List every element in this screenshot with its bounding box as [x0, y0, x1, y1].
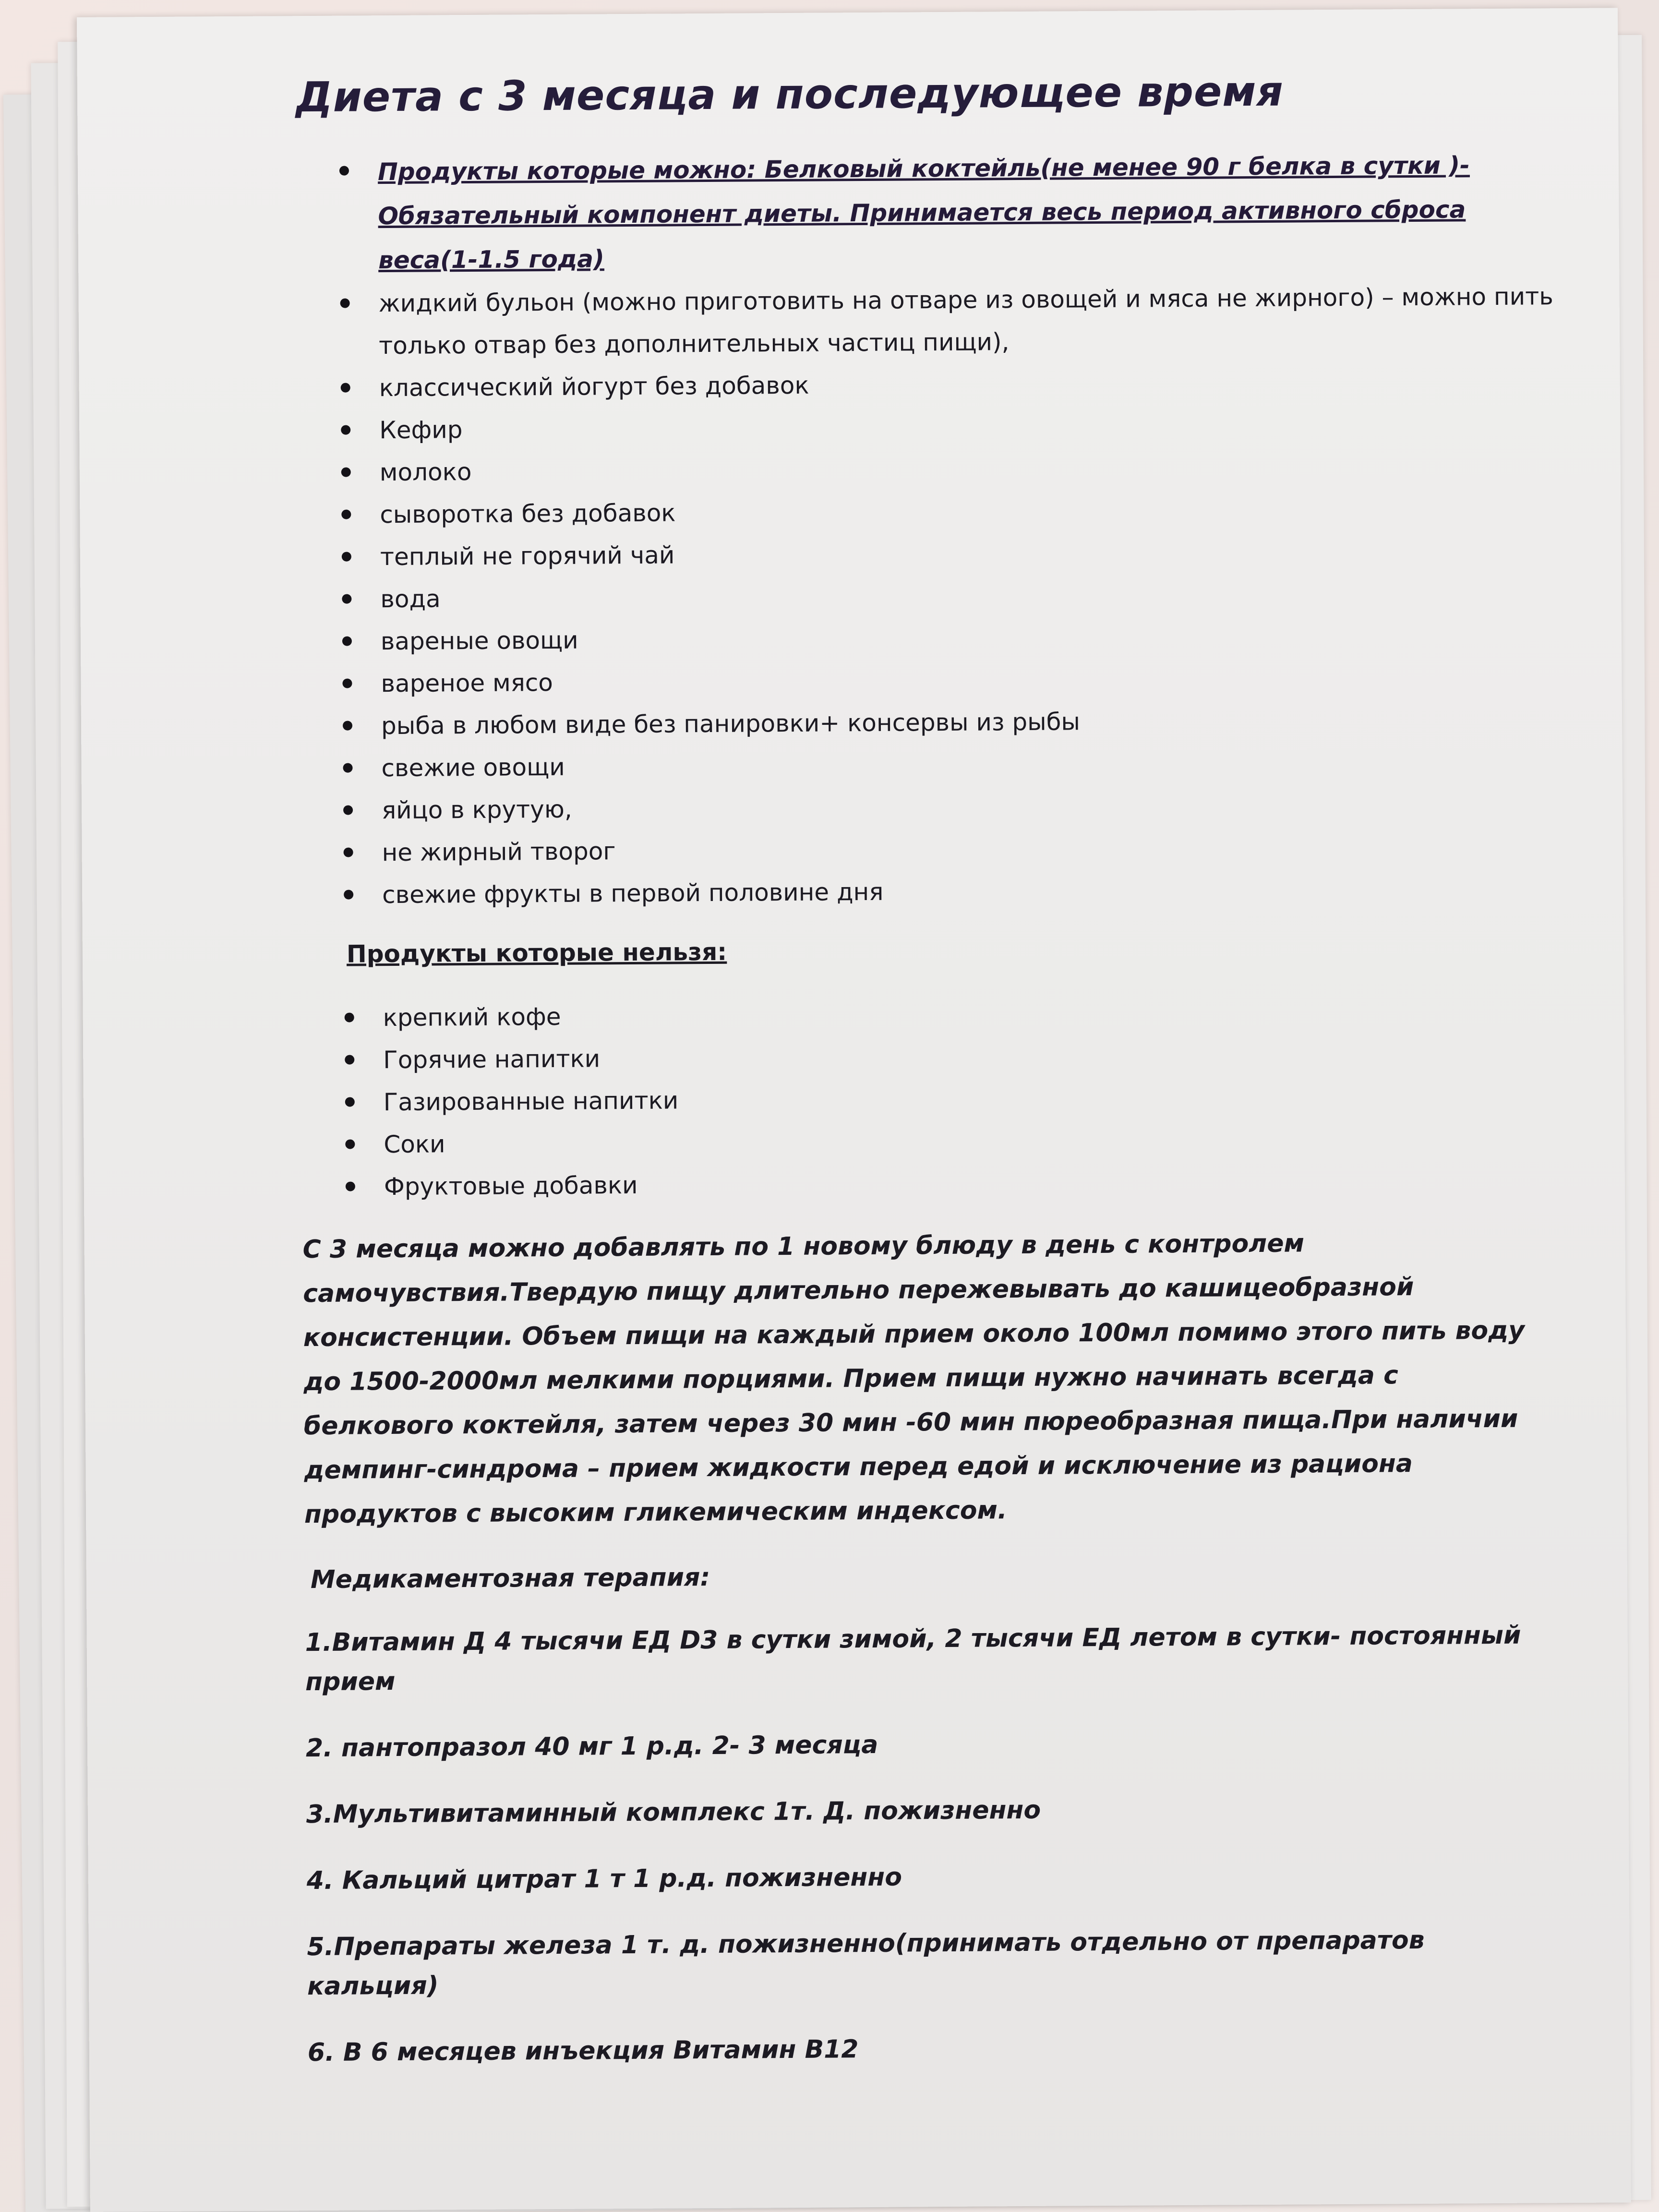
- allowed-item-text: вода: [380, 585, 441, 613]
- allowed-item: [298, 486, 1570, 536]
- allowed-item-text: классический йогурт без добавок: [379, 371, 809, 402]
- forbidden-item-text: крепкий кофе: [383, 1002, 561, 1032]
- allowed-item-text: свежие фрукты в первой половине дня: [382, 878, 884, 909]
- allowed-item: [299, 613, 1571, 663]
- allowed-item: [300, 824, 1572, 874]
- allowed-item: [301, 866, 1573, 916]
- allowed-item-text: Кефир: [379, 416, 463, 445]
- bullet-icon: [342, 679, 352, 688]
- paper-sheet: [77, 8, 1631, 2212]
- bullet-icon: [345, 1097, 355, 1107]
- list-item: [296, 143, 1569, 283]
- bullet-icon: [342, 594, 351, 604]
- medication-item: 3.Мультивитаминный комплекс 1т. Д. пожизненно: [306, 1795, 1041, 1829]
- allowed-item-text: яйцо в крутую,: [381, 795, 572, 825]
- forbidden-item: [301, 1032, 1574, 1082]
- bullet-icon: [341, 425, 350, 435]
- forbidden-item: [302, 1074, 1574, 1124]
- allowed-items-list: [297, 275, 1573, 916]
- medication-heading: Медикаментозная терапия:: [310, 1563, 710, 1595]
- medication-item: 5.Препараты железа 1 т. д. пожизненно(принимать отдельно от препаратов кальция): [307, 1925, 1425, 2001]
- medication-item: 2. пантопразол 40 мг 1 р.д. 2- 3 месяца: [305, 1730, 878, 1763]
- forbidden-item-text: Горячие напитки: [383, 1045, 601, 1074]
- bullet-icon: [341, 383, 350, 393]
- allowed-item: [297, 360, 1569, 409]
- allowed-item: [300, 740, 1572, 790]
- document-content: [296, 66, 1580, 2099]
- bullet-icon: [343, 721, 352, 731]
- bullet-icon: [344, 890, 353, 900]
- forbidden-items-list: [301, 989, 1575, 1208]
- allowed-item-text: свежие овощи: [381, 753, 565, 782]
- allowed-item: [298, 402, 1570, 452]
- forbidden-item: [302, 1158, 1575, 1208]
- allowed-item-text: жидкий бульон (можно приготовить на отваре из овощей и мяса не жирного) – можно пить только отвар без дополнительных частиц пищи),: [378, 282, 1553, 360]
- allowed-heading: Продукты которые можно: Белковый коктейль(не менее 90 г белка в сутки )- Обязательный компонент диеты. Принимается весь период активного сброса веса(1-1.5 года): [377, 151, 1470, 275]
- allowed-item: [299, 529, 1571, 578]
- allowed-item: [299, 571, 1571, 621]
- diet-paragraph: С 3 месяца можно добавлять по 1 новому блюду в день с контролем самочувствия.Твердую пищу длительно пережевывать до кашицеобразной консистенции. Объем пищи на каждый прием около 100мл помимо этого пить воду до 1500-2000мл мелкими порциями. Прием пищи нужно начинать всегда с белкового коктейля, затем через 30 мин -60 мин пюреобразная пища.При наличии демпинг-синдрома – прием жидкости перед едой и исключение из рациона продуктов с высоким гликемическим индексом.: [302, 1229, 1525, 1529]
- bullet-icon: [346, 1182, 355, 1191]
- forbidden-item: [302, 1116, 1574, 1166]
- forbidden-item-text: Фруктовые добавки: [384, 1171, 638, 1201]
- allowed-item: [298, 444, 1570, 494]
- allowed-list: [296, 143, 1569, 283]
- bullet-icon: [345, 1013, 354, 1022]
- forbidden-item: [301, 989, 1573, 1039]
- bullet-icon: [345, 1140, 355, 1149]
- allowed-item-text: рыба в любом виде без панировки+ консервы из рыбы: [381, 708, 1081, 740]
- medication-list: [305, 1615, 1580, 2072]
- allowed-item: [300, 697, 1572, 747]
- bullet-icon: [340, 299, 350, 308]
- allowed-item: [300, 782, 1572, 832]
- medication-item: 1.Витамин Д 4 тысячи ЕД D3 в сутки зимой, 2 тысячи ЕД летом в сутки- постоянный прием: [305, 1621, 1521, 1697]
- allowed-item: [299, 655, 1571, 705]
- bullet-icon: [342, 637, 352, 646]
- forbidden-heading: Продукты которые нельзя:: [346, 938, 727, 968]
- bullet-icon: [341, 468, 351, 477]
- allowed-item-text: не жирный творог: [382, 837, 616, 867]
- forbidden-item-text: Газированные напитки: [383, 1086, 679, 1117]
- medication-item: 4. Кальций цитрат 1 т 1 р.д. пожизненно: [306, 1863, 902, 1896]
- bullet-icon: [345, 1055, 354, 1065]
- bullet-icon: [344, 848, 353, 857]
- bullet-icon: [339, 166, 349, 176]
- allowed-item-text: молоко: [379, 457, 472, 487]
- bullet-icon: [343, 805, 353, 815]
- bullet-icon: [343, 763, 353, 773]
- forbidden-item-text: Соки: [384, 1130, 445, 1159]
- medication-item: 6. В 6 месяцев инъекция Витамин В12: [307, 2035, 859, 2068]
- bullet-icon: [341, 510, 351, 519]
- allowed-item: [297, 275, 1569, 367]
- document-title: Диета с 3 месяца и последующее время: [295, 67, 1284, 122]
- allowed-item-text: теплый не горячий чай: [380, 541, 675, 571]
- allowed-item-text: вареное мясо: [381, 668, 553, 698]
- allowed-item-text: вареные овощи: [380, 626, 578, 656]
- bullet-icon: [342, 552, 351, 562]
- allowed-item-text: сыворотка без добавок: [380, 499, 676, 529]
